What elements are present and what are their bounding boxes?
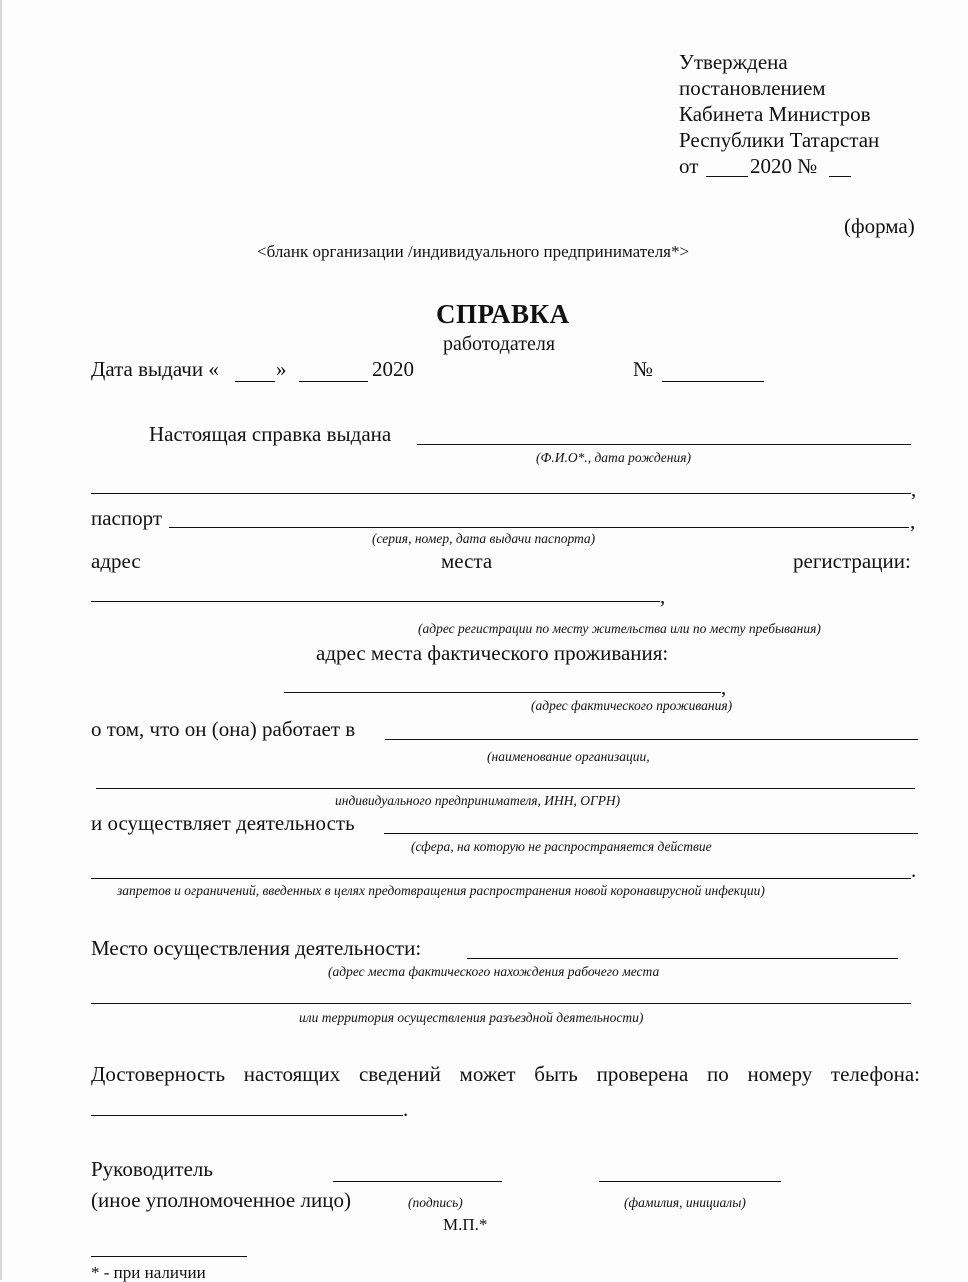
place-caption-1: (адрес места фактического нахождения рабочего места bbox=[328, 964, 660, 979]
form-mark: (форма) bbox=[844, 214, 915, 238]
page-edge bbox=[0, 0, 2, 1280]
approval-date-prefix: от bbox=[679, 154, 699, 178]
activity-blank bbox=[384, 833, 918, 834]
activity-label: и осуществляет деятельность bbox=[91, 811, 355, 835]
activity-blank-2 bbox=[91, 878, 911, 879]
issue-year: 2020 bbox=[372, 357, 414, 381]
document-title: СПРАВКА bbox=[436, 299, 570, 329]
works-caption-1: (наименование организации, bbox=[487, 749, 650, 764]
activity-dot: . bbox=[911, 858, 917, 882]
signature-blank bbox=[333, 1181, 502, 1182]
issue-day-blank bbox=[235, 381, 275, 382]
signature-caption: (подпись) bbox=[408, 1195, 463, 1210]
approval-line-3: Кабинета Министров bbox=[679, 102, 871, 126]
works-caption-2: индивидуального предпринимателя, ИНН, ОГРН) bbox=[335, 793, 621, 808]
issue-date-label: Дата выдачи « bbox=[91, 357, 219, 381]
place-blank bbox=[467, 958, 898, 959]
other-person-label: (иное уполномоченное лицо) bbox=[91, 1188, 351, 1212]
actual-address-blank bbox=[284, 692, 721, 693]
issued-to-comma: , bbox=[911, 477, 917, 501]
place-label: Место осуществления деятельности: bbox=[91, 936, 422, 960]
place-caption-2: или территория осуществления разъездной деятельности) bbox=[299, 1010, 644, 1025]
issue-number-blank bbox=[662, 381, 764, 382]
approval-date-blank bbox=[706, 176, 748, 177]
approval-line-1: Утверждена bbox=[679, 50, 788, 74]
verify-dot: . bbox=[403, 1097, 409, 1121]
reg-address-comma: , bbox=[660, 584, 666, 608]
letterhead-placeholder: <бланк организации /индивидуального предпринимателя*> bbox=[257, 242, 690, 261]
reg-address-caption: (адрес регистрации по месту жительства или по месту пребывания) bbox=[418, 621, 821, 636]
approval-date-year: 2020 № bbox=[750, 154, 818, 178]
place-blank-2 bbox=[91, 1003, 911, 1004]
activity-caption-1: (сфера, на которую не распространяется действие bbox=[411, 839, 712, 854]
issued-to-blank bbox=[417, 444, 911, 445]
footnote: * - при наличии bbox=[91, 1263, 206, 1282]
activity-caption-2: запретов и ограничений, введенных в целях предотвращения распространения новой коронавирусной инфекции) bbox=[117, 883, 765, 898]
issue-date-mid: » bbox=[276, 357, 287, 381]
passport-blank bbox=[169, 527, 909, 528]
name-blank bbox=[599, 1181, 781, 1182]
actual-address-label: адрес места фактического проживания: bbox=[316, 641, 669, 665]
approval-line-4: Республики Татарстан bbox=[679, 128, 880, 152]
actual-address-caption: (адрес фактического проживания) bbox=[531, 698, 733, 713]
issue-month-blank bbox=[299, 381, 368, 382]
approval-line-2: постановлением bbox=[679, 76, 826, 100]
issued-to-blank-2 bbox=[91, 493, 911, 494]
passport-label: паспорт bbox=[91, 506, 163, 530]
issue-number-label: № bbox=[633, 357, 654, 381]
passport-comma: , bbox=[910, 509, 916, 533]
footnote-separator bbox=[91, 1256, 247, 1257]
actual-address-comma: , bbox=[721, 675, 727, 699]
passport-caption: (серия, номер, дата выдачи паспорта) bbox=[372, 531, 596, 546]
works-blank bbox=[385, 739, 918, 740]
reg-address-blank bbox=[91, 601, 660, 602]
verify-text: Достоверность настоящих сведений может быть проверена по номеру телефона: bbox=[91, 1062, 920, 1086]
issued-to-label: Настоящая справка выдана bbox=[149, 422, 392, 446]
name-caption: (фамилия, инициалы) bbox=[624, 1195, 746, 1210]
reg-word-1: адрес bbox=[91, 549, 141, 573]
document-subtitle: работодателя bbox=[443, 333, 556, 355]
head-label: Руководитель bbox=[91, 1157, 213, 1181]
reg-word-3: регистрации: bbox=[793, 549, 911, 573]
issued-to-caption: (Ф.И.О*., дата рождения) bbox=[536, 450, 692, 465]
reg-word-2: места bbox=[441, 549, 493, 573]
verify-phone-blank bbox=[91, 1115, 403, 1116]
works-blank-2 bbox=[96, 788, 915, 789]
works-label: о том, что он (она) работает в bbox=[91, 717, 356, 741]
stamp-mark: М.П.* bbox=[443, 1215, 488, 1234]
approval-number-blank bbox=[829, 176, 851, 177]
